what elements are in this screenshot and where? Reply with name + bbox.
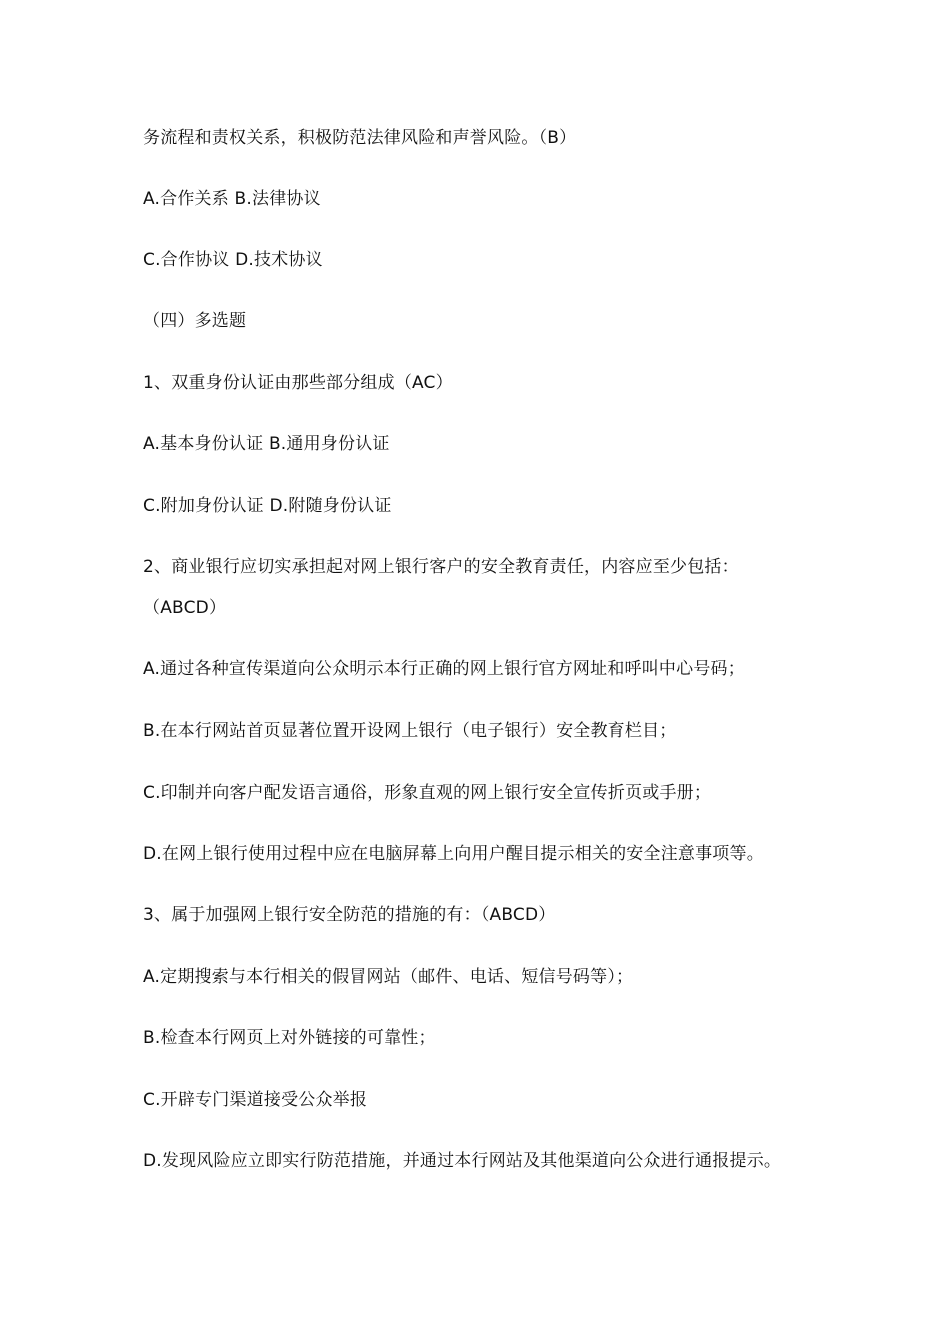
question-line: 2、商业银行应切实承担起对网上银行客户的安全教育责任，内容应至少包括：: [143, 557, 739, 577]
answer-line: （ABCD）: [143, 598, 227, 618]
option-line: D.发现风险应立即实行防范措施，并通过本行网站及其他渠道向公众进行通报提示。: [143, 1151, 782, 1171]
section-heading: （四）多选题: [143, 311, 247, 331]
text-line: 务流程和责权关系，积极防范法律风险和声誉风险。（B）: [143, 128, 577, 148]
option-line: C.附加身份认证 D.附随身份认证: [143, 496, 392, 516]
option-line: A.基本身份认证 B.通用身份认证: [143, 434, 390, 454]
option-line: C.合作协议 D.技术协议: [143, 250, 323, 270]
option-line: B.检查本行网页上对外链接的可靠性；: [143, 1028, 436, 1048]
option-line: C.印制并向客户配发语言通俗，形象直观的网上银行安全宣传折页或手册；: [143, 783, 712, 803]
option-line: C.开辟专门渠道接受公众举报: [143, 1090, 368, 1110]
option-line: A.定期搜索与本行相关的假冒网站（邮件、电话、短信号码等）；: [143, 967, 634, 987]
option-line: D.在网上银行使用过程中应在电脑屏幕上向用户醒目提示相关的安全注意事项等。: [143, 844, 764, 864]
option-line: A.合作关系 B.法律协议: [143, 189, 321, 209]
question-line: 1、双重身份认证由那些部分组成（AC）: [143, 373, 453, 393]
option-line: B.在本行网站首页显著位置开设网上银行（电子银行）安全教育栏目；: [143, 721, 677, 741]
option-line: A.通过各种宣传渠道向公众明示本行正确的网上银行官方网址和呼叫中心号码；: [143, 659, 745, 679]
question-line: 3、属于加强网上银行安全防范的措施的有：（ABCD）: [143, 905, 556, 925]
